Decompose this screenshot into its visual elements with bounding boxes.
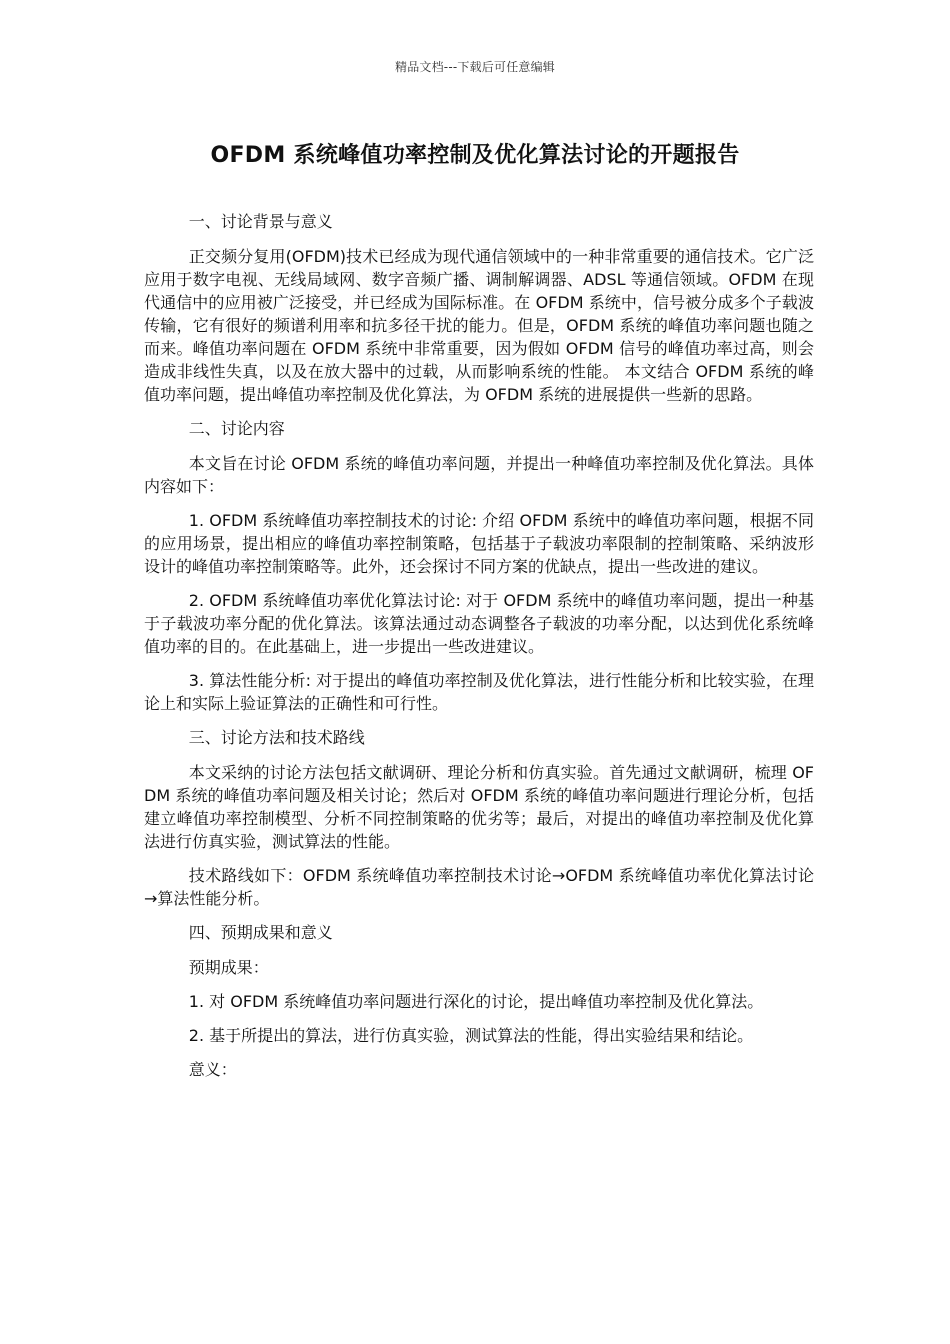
section-heading-outcomes: 四、预期成果和意义: [188, 923, 333, 942]
list-item-content-2: 2. OFDM 系统峰值功率优化算法讨论: 对于 OFDM 系统中的峰值功率问题，提出一种基于子载波功率分配的优化算法。该算法通过动态调整各子载波的功率分配，以达到优化系统峰值功率的目的。在此基础上，进一步提出一些改进建议。: [144, 591, 814, 656]
paragraph-technical-route: 技术路线如下：OFDM 系统峰值功率控制技术讨论→OFDM 系统峰值功率优化算法讨论→算法性能分析。: [144, 866, 814, 908]
header-note: 精品文档---下载后可任意编辑: [395, 60, 555, 74]
paragraph-content-intro: 本文旨在讨论 OFDM 系统的峰值功率问题，并提出一种峰值功率控制及优化算法。具体内容如下：: [144, 454, 814, 496]
section-heading-content: 二、讨论内容: [188, 419, 285, 438]
section-heading-methods: 三、讨论方法和技术路线: [188, 728, 365, 747]
list-item-content-3: 3. 算法性能分析: 对于提出的峰值功率控制及优化算法，进行性能分析和比较实验，在理论上和实际上验证算法的正确性和可行性。: [144, 671, 814, 713]
list-item-outcome-1: 1. 对 OFDM 系统峰值功率问题进行深化的讨论，提出峰值功率控制及优化算法。: [188, 992, 764, 1011]
document-title: OFDM 系统峰值功率控制及优化算法讨论的开题报告: [210, 143, 740, 168]
list-item-content-1: 1. OFDM 系统峰值功率控制技术的讨论: 介绍 OFDM 系统中的峰值功率问题，根据不同的应用场景，提出相应的峰值功率控制策略，包括基于子载波功率限制的控制策略、采纳波形设计的峰值功率控制策略等。此外，还会探讨不同方案的优缺点，提出一些改进的建议。: [144, 511, 814, 576]
paragraph-methods: 本文采纳的讨论方法包括文献调研、理论分析和仿真实验。首先通过文献调研，梳理 OFDM 系统的峰值功率问题及相关讨论；然后对 OFDM 系统的峰值功率问题进行理论分析，包括建立峰值功率控制模型、分析不同控制策略的优劣等；最后，对提出的峰值功率控制及优化算法进行仿真实验，测试算法的性能。: [144, 763, 814, 851]
paragraph-background: 正交频分复用(OFDM)技术已经成为现代通信领域中的一种非常重要的通信技术。它广泛应用于数字电视、无线局域网、数字音频广播、调制解调器、ADSL 等通信领域。OFDM 在现代通信中的应用被广泛接受，并已经成为国际标准。在 OFDM 系统中，信号被分成多个子载波传输，它有很好的频谱利用率和抗多径干扰的能力。但是，OFDM 系统的峰值功率问题也随之而来。峰值功率问题在 OFDM 系统中非常重要，因为假如 OFDM 信号的峰值功率过高，则会造成非线性失真，以及在放大器中的过载，从而影响系统的性能。 本文结合 OFDM 系统的峰值功率问题，提出峰值功率控制及优化算法，为 OFDM 系统的进展提供一些新的思路。: [144, 247, 814, 404]
list-item-outcome-2: 2. 基于所提出的算法，进行仿真实验，测试算法的性能，得出实验结果和结论。: [188, 1026, 754, 1045]
label-significance: 意义：: [188, 1060, 237, 1079]
label-expected-results: 预期成果：: [188, 958, 269, 977]
section-heading-background: 一、讨论背景与意义: [188, 212, 333, 231]
document-body: [144, 210, 814, 1092]
